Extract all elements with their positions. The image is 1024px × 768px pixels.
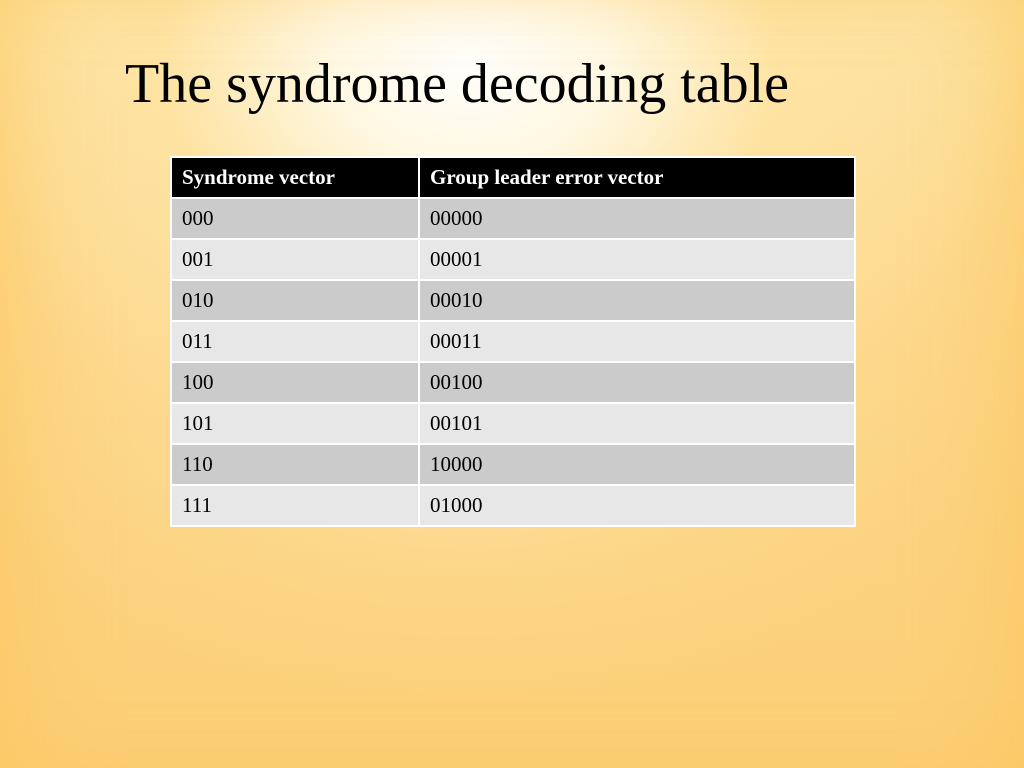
error-vector-cell: 00011	[419, 321, 855, 362]
table-row	[171, 362, 855, 403]
slide-title: The syndrome decoding table	[125, 53, 790, 115]
header-syndrome-vector: Syndrome vector	[171, 157, 419, 198]
error-vector-cell: 00100	[419, 362, 855, 403]
table-row	[171, 444, 855, 485]
syndrome-cell: 101	[171, 403, 419, 444]
table-row	[171, 321, 855, 362]
table-header-row	[171, 157, 855, 198]
error-vector-cell: 00001	[419, 239, 855, 280]
syndrome-cell: 100	[171, 362, 419, 403]
error-vector-cell: 10000	[419, 444, 855, 485]
syndrome-cell: 001	[171, 239, 419, 280]
table-row	[171, 280, 855, 321]
header-group-leader-error-vector: Group leader error vector	[419, 157, 855, 198]
syndrome-cell: 000	[171, 198, 419, 239]
error-vector-cell: 01000	[419, 485, 855, 526]
table-row	[171, 239, 855, 280]
table-row	[171, 198, 855, 239]
decoding-table-container	[170, 156, 854, 527]
syndrome-cell: 010	[171, 280, 419, 321]
syndrome-cell: 011	[171, 321, 419, 362]
table-row	[171, 485, 855, 526]
syndrome-cell: 110	[171, 444, 419, 485]
syndrome-decoding-table	[170, 156, 856, 527]
error-vector-cell: 00000	[419, 198, 855, 239]
table-row	[171, 403, 855, 444]
error-vector-cell: 00101	[419, 403, 855, 444]
syndrome-cell: 111	[171, 485, 419, 526]
error-vector-cell: 00010	[419, 280, 855, 321]
